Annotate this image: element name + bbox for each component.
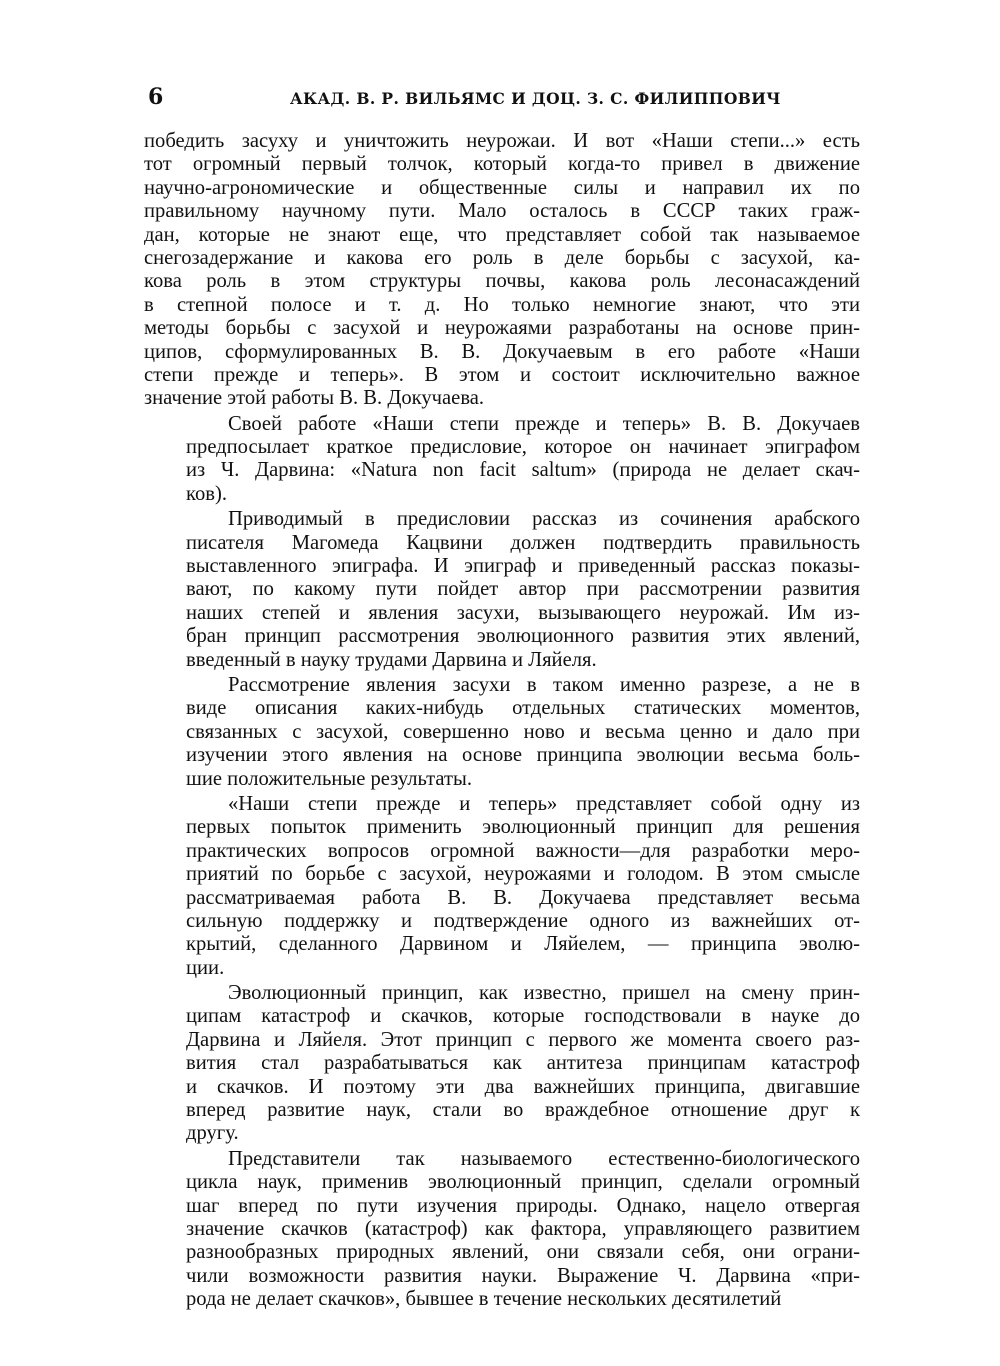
text-line: ков). [186,482,227,505]
text-line: степи прежде и теперь». В этом и состоит исключительно важное [144,363,860,386]
text-line: в степной полосе и т. д. Но только немногие знают, что эти [144,293,860,316]
text-line: значение этой работы В. В. Докучаева. [144,387,485,410]
text-line: приятий по борьбе с засухой, неурожаями и голодом. В этом смысле [186,863,860,886]
text-line: бран принцип рассмотрения эволюционного развития этих явлений, [186,625,860,648]
paragraph [144,413,860,507]
paragraph [144,1148,860,1312]
text-line: победить засуху и уничтожить неурожаи. И вот «Наши степи...» есть [144,130,860,152]
text-line: Приводимый в предисловии рассказ из сочинения арабского [228,508,860,531]
text-line: вития стал разрабатываться как антитеза принципам катастроф [186,1052,860,1075]
paragraph [144,793,860,980]
paragraph [144,982,860,1146]
running-title: АКАД. В. Р. ВИЛЬЯМС И ДОЦ. З. С. ФИЛИППОВИЧ [290,89,781,108]
body-text [144,130,860,1314]
text-line: практических вопросов огромной важности—для разработки меро- [186,839,860,862]
text-line: первых попыток применить эволюционный принцип для решения [186,816,860,839]
paragraph [144,508,860,672]
text-line: ции. [186,956,225,979]
text-line: крытий, сделанного Дарвином и Ляйелем, — принципа эволю- [186,933,860,956]
paragraph [144,130,860,411]
text-line: предпосылает краткое предисловие, которое он начинает эпиграфом [186,436,860,459]
text-line: писателя Магомеда Кацвини должен подтвердить правильность [186,531,860,554]
text-line: выставленного эпиграфа. И эпиграф и приведенный рассказ показы- [186,555,860,578]
text-line: шие положительные результаты. [186,767,472,790]
text-line: сильную поддержку и подтверждение одного из важнейших от- [186,909,860,932]
text-line: Рассмотрение явления засухи в таком именно разрезе, а не в [228,673,860,696]
text-line: дан, которые не знают еще, что представляет собой так называемое [144,223,860,246]
text-line: методы борьбы с засухой и неурожаями разработаны на основе прин- [144,317,860,340]
text-line: ципов, сформулированных В. В. Докучаевым в его работе «Наши [144,340,860,363]
text-line: Представители так называемого естественно-биологического [228,1147,860,1170]
text-line: шаг вперед по пути изучения природы. Однако, нацело отвергая [186,1194,860,1217]
text-line: наших степей и явления засухи, вызывающего неурожай. Им из- [186,601,860,624]
text-line: введенный в науку трудами Дарвина и Ляйеля. [186,648,597,671]
running-head [148,84,860,114]
text-line: значение скачков (катастроф) как фактора, управляющего развитием [186,1217,860,1240]
text-line: из Ч. Дарвина: «Natura non facit saltum» (природа не делает скач- [186,459,860,482]
text-line: другу. [186,1122,239,1145]
text-line: Своей работе «Наши степи прежде и теперь» В. В. Докучаев [228,412,860,435]
text-line: ципам катастроф и скачков, которые господствовали в науке до [186,1005,860,1028]
text-line: научно-агрономические и общественные силы и направил их по [144,176,860,199]
text-line: рода не делает скачков», бывшее в течение нескольких десятилетий [186,1288,782,1311]
text-line: разнообразных природных явлений, они связали себя, они ограни- [186,1241,860,1264]
text-line: кова роль в этом структуры почвы, какова роль лесонасаждений [144,270,860,293]
text-line: изучении этого явления на основе принципа эволюции весьма боль- [186,744,860,767]
text-line: и скачков. И поэтому эти два важнейших принципа, двигавшие [186,1075,860,1098]
page-number: 6 [148,84,164,110]
text-line: цикла наук, применив эволюционный принцип, сделали огромный [186,1171,860,1194]
text-line: Дарвина и Ляйеля. Этот принцип с первого же момента своего раз- [186,1028,860,1051]
text-line: виде описания каких-нибудь отдельных статических моментов, [186,697,860,720]
text-line: вают, по какому пути пойдет автор при рассмотрении развития [186,578,860,601]
text-line: правильному научному пути. Мало осталось в СССР таких граж- [144,200,860,223]
text-line: «Наши степи прежде и теперь» представляет собой одну из [228,792,860,815]
text-line: рассматриваемая работа В. В. Докучаева представляет весьма [186,886,860,909]
text-line: чили возможности развития науки. Выражение Ч. Дарвина «при- [186,1264,860,1287]
paragraph [144,674,860,791]
text-line: связанных с засухой, совершенно ново и весьма ценно и дало при [186,720,860,743]
text-line: Эволюционный принцип, как известно, пришел на смену прин- [228,982,860,1005]
text-line: тот огромный первый толчок, который когда-то привел в движение [144,153,860,176]
text-line: вперед развитие наук, стали во враждебное отношение друг к [186,1099,860,1122]
text-line: снегозадержание и какова его роль в деле борьбы с засухой, ка- [144,246,860,269]
